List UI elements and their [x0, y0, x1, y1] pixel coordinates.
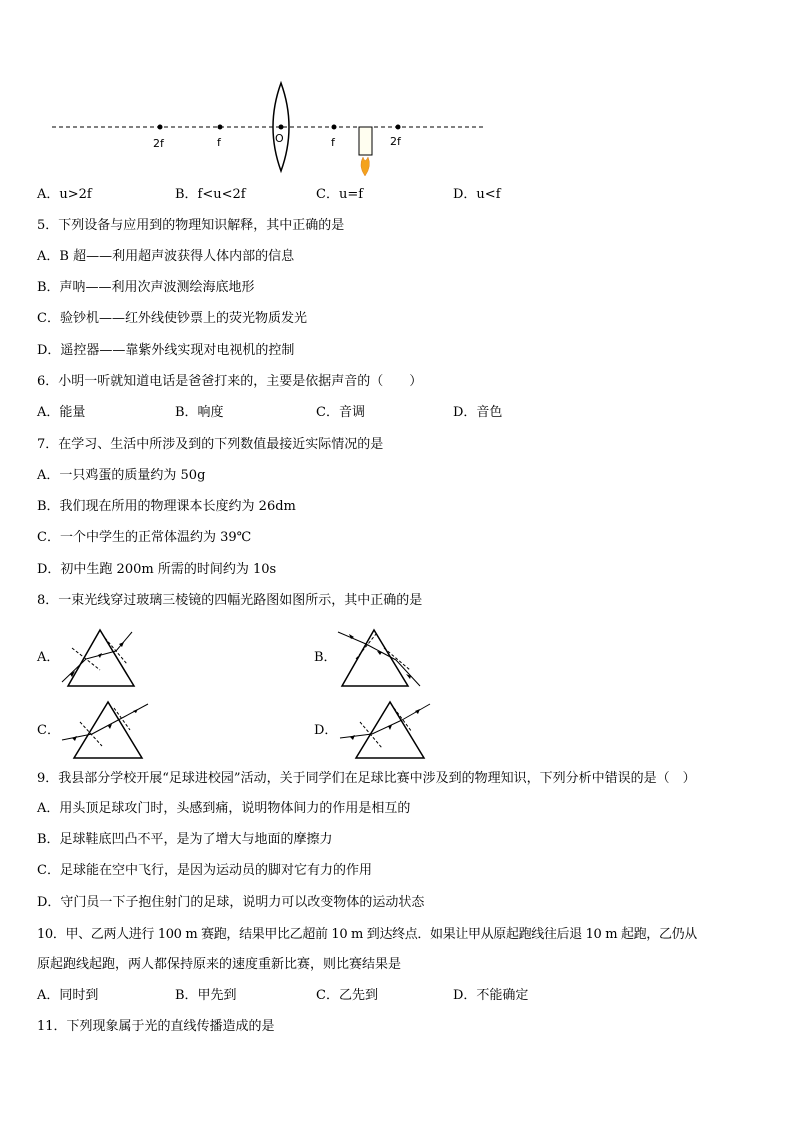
q10-stem-line2: 原起跑线起跑，两人都保持原来的速度重新比赛，则比赛结果是	[37, 957, 402, 972]
q6-stem: 6．小明一听就知道电话是爸爸打来的，主要是依据声音的（ ）	[37, 374, 423, 389]
q7-option-c: C．一个中学生的正常体温约为 39℃	[37, 530, 252, 545]
q8-stem: 8．一束光线穿过玻璃三棱镜的四幅光路图如图所示，其中正确的是	[37, 593, 423, 608]
q6-option-a: A．能量	[37, 405, 86, 420]
candle-flame	[361, 157, 370, 176]
q5-option-c: C．验钞机——红外线使钞票上的荧光物质发光	[37, 311, 307, 326]
q9-option-b: B．足球鞋底凹凸不平，是为了增大与地面的摩擦力	[37, 832, 333, 847]
q10-option-c: C．乙先到	[316, 988, 378, 1003]
prism-diagram-a	[60, 624, 140, 690]
label-f-left: f	[217, 136, 221, 149]
q5-option-b: B．声呐——利用次声波测绘海底地形	[37, 280, 255, 295]
q4-option-d: D．u<f	[453, 187, 501, 202]
q8-label-c: C．	[37, 723, 60, 738]
q10-option-b: B．甲先到	[175, 988, 237, 1003]
label-2f-right: 2f	[390, 135, 401, 148]
q10-stem-line1: 10．甲、乙两人进行 100 m 赛跑，结果甲比乙超前 10 m 到达终点．如果让甲从原起跑线往后退 10 m 起跑，乙仍从	[37, 927, 697, 942]
q10-option-d: D．不能确定	[453, 988, 529, 1003]
q9-option-d: D．守门员一下子抱住射门的足球，说明力可以改变物体的运动状态	[37, 895, 425, 910]
q6-option-d: D．音色	[453, 405, 503, 420]
q9-option-a: A．用头顶足球攻门时，头感到痛，说明物体间力的作用是相互的	[37, 801, 411, 816]
prism-diagram-d	[336, 696, 432, 762]
label-f-right: f	[331, 136, 335, 149]
q7-option-a: A．一只鸡蛋的质量约为 50g	[37, 468, 206, 483]
q9-stem: 9．我县部分学校开展“足球进校园”活动，关于同学们在足球比赛中涉及到的物理知识，下列分析中错误的是（ ）	[37, 771, 696, 786]
q5-stem: 5．下列设备与应用到的物理知识解释，其中正确的是	[37, 218, 345, 233]
q6-option-b: B．响度	[175, 405, 224, 420]
q6-option-c: C．音调	[316, 405, 365, 420]
q8-label-d: D．	[314, 723, 338, 738]
q5-option-a: A．B 超——利用超声波获得人体内部的信息	[37, 249, 295, 264]
q5-option-d: D．遥控器——靠紫外线实现对电视机的控制	[37, 343, 295, 358]
q4-option-a: A．u>2f	[37, 187, 92, 202]
q7-option-b: B．我们现在所用的物理课本长度约为 26dm	[37, 499, 296, 514]
q8-label-b: B．	[314, 650, 337, 665]
q4-option-c: C．u=f	[316, 187, 364, 202]
q9-option-c: C．足球能在空中飞行，是因为运动员的脚对它有力的作用	[37, 863, 372, 878]
q10-option-a: A．同时到	[37, 988, 99, 1003]
q8-label-a: A．	[37, 650, 60, 665]
q7-option-d: D．初中生跑 200m 所需的时间约为 10s	[37, 562, 277, 577]
candle-body	[359, 127, 372, 155]
lens-diagram	[0, 0, 794, 180]
prism-diagram-c	[58, 696, 150, 762]
label-2f-left: 2f	[153, 137, 164, 150]
q7-stem: 7．在学习、生活中所涉及到的下列数值最接近实际情况的是	[37, 437, 384, 452]
q11-stem: 11．下列现象属于光的直线传播造成的是	[37, 1019, 275, 1034]
label-o: O	[275, 132, 284, 145]
q4-option-b: B．f<u<2f	[175, 187, 246, 202]
prism-diagram-b	[336, 624, 428, 690]
